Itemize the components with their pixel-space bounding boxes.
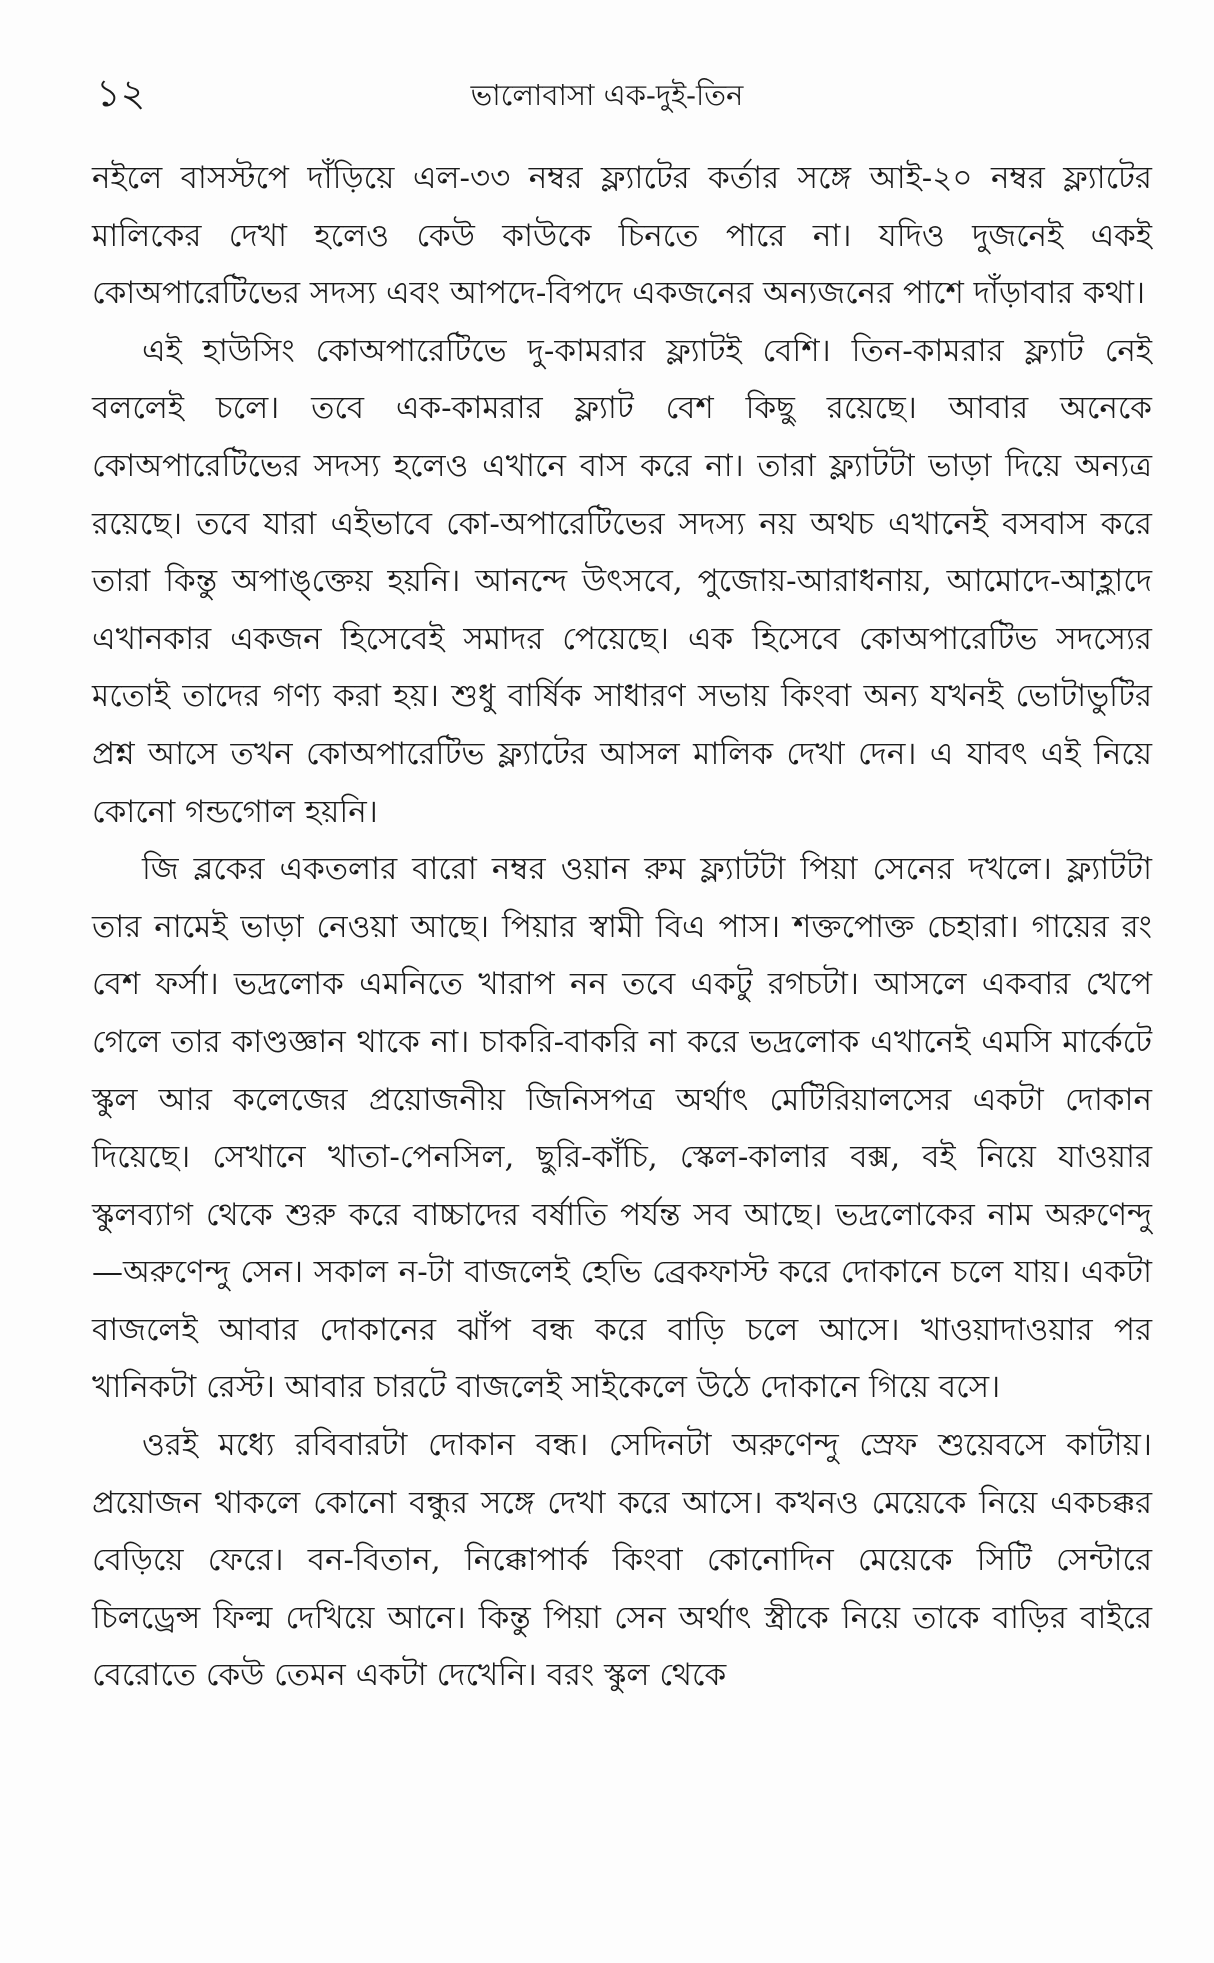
paragraph-2: এই হাউসিং কোঅপারেটিভে দু-কামরার ফ্ল্যাটই বেশি। তিন-কামরার ফ্ল্যাট নেই বললেই চলে। তবে এক-কামরার ফ্ল্যাট বেশ কিছু রয়েছে। আবার অনেকে কোঅপারেটিভের সদস্য হলেও এখানে বাস করে না। তারা ফ্ল্যাটটা ভাড়া দিয়ে অন্যত্র রয়েছে। তবে যারা এইভাবে কো-অপারেটিভের সদস্য নয় অথচ এখানেই বসবাস করে তারা কিন্তু অপাঙ্‌ক্তেয় হয়নি। আনন্দে উৎসবে, পুজোয়-আরাধনায়, আমোদে-আহ্লাদে এখানকার একজন হিসেবেই সমাদর পেয়েছে। এক হিসেবে কোঅপারেটিভ সদস্যের মতোই তাদের গণ্য করা হয়। শুধু বার্ষিক সাধারণ সভায় কিংবা অন্য যখনই ভোটাভুটির প্রশ্ন আসে তখন কোঅপারেটিভ ফ্ল্যাটের আসল মালিক দেখা দেন। এ যাবৎ এই নিয়ে কোনো গন্ডগোল হয়নি। <box>92 332 1152 830</box>
page-header <box>96 68 1118 128</box>
page-number: ১২ <box>96 71 146 115</box>
paragraph-3: জি ব্লকের একতলার বারো নম্বর ওয়ান রুম ফ্ল্যাটটা পিয়া সেনের দখলে। ফ্ল্যাটটা তার নামেই ভাড়া নেওয়া আছে। পিয়ার স্বামী বিএ পাস। শক্তপোক্ত চেহারা। গায়ের রং বেশ ফর্সা। ভদ্রলোক এমনিতে খারাপ নন তবে একটু রগচটা। আসলে একবার খেপে গেলে তার কাণ্ডজ্ঞান থাকে না। চাকরি-বাকরি না করে ভদ্রলোক এখানেই এমসি মার্কেটে স্কুল আর কলেজের প্রয়োজনীয় জিনিসপত্র অর্থাৎ মেটিরিয়ালসের একটা দোকান দিয়েছে। সেখানে খাতা-পেনসিল, ছুরি-কাঁচি, স্কেল-কালার বক্স, বই নিয়ে যাওয়ার স্কুলব্যাগ থেকে শুরু করে বাচ্চাদের বর্ষাতি পর্যন্ত সব আছে। ভদ্রলোকের নাম অরুণেন্দু —অরুণেন্দু সেন। সকাল ন-টা বাজলেই হেভি ব্রেকফাস্ট করে দোকানে চলে যায়। একটা বাজলেই আবার দোকানের ঝাঁপ বন্ধ করে বাড়ি চলে আসে। খাওয়াদাওয়ার পর খানিকটা রেস্ট। আবার চারটে বাজলেই সাইকেলে উঠে দোকানে গিয়ে বসে। <box>92 851 1152 1406</box>
paragraph-4: ওরই মধ্যে রবিবারটা দোকান বন্ধ। সেদিনটা অরুণেন্দু স্রেফ শুয়েবসে কাটায়। প্রয়োজন থাকলে কোনো বন্ধুর সঙ্গে দেখা করে আসে। কখনও মেয়েকে নিয়ে একচক্কর বেড়িয়ে ফেরে। বন-বিতান, নিক্কোপার্ক কিংবা কোনোদিন মেয়েকে সিটি সেন্টারে চিলড্রেন্স ফিল্ম দেখিয়ে আনে। কিন্তু পিয়া সেন অর্থাৎ স্ত্রীকে নিয়ে তাকে বাড়ির বাইরে বেরোতে কেউ তেমন একটা দেখেনি। বরং স্কুল থেকে <box>92 1427 1152 1694</box>
body-text <box>92 150 1152 1705</box>
running-title: ভালোবাসা এক-দুই-তিন <box>470 78 744 112</box>
paragraph-1: নইলে বাসস্টপে দাঁড়িয়ে এল-৩৩ নম্বর ফ্ল্যাটের কর্তার সঙ্গে আই-২০ নম্বর ফ্ল্যাটের মালিকের দেখা হলেও কেউ কাউকে চিনতে পারে না। যদিও দুজনেই একই কোঅপারেটিভের সদস্য এবং আপদে-বিপদে একজনের অন্যজনের পাশে দাঁড়াবার কথা। <box>92 160 1152 312</box>
